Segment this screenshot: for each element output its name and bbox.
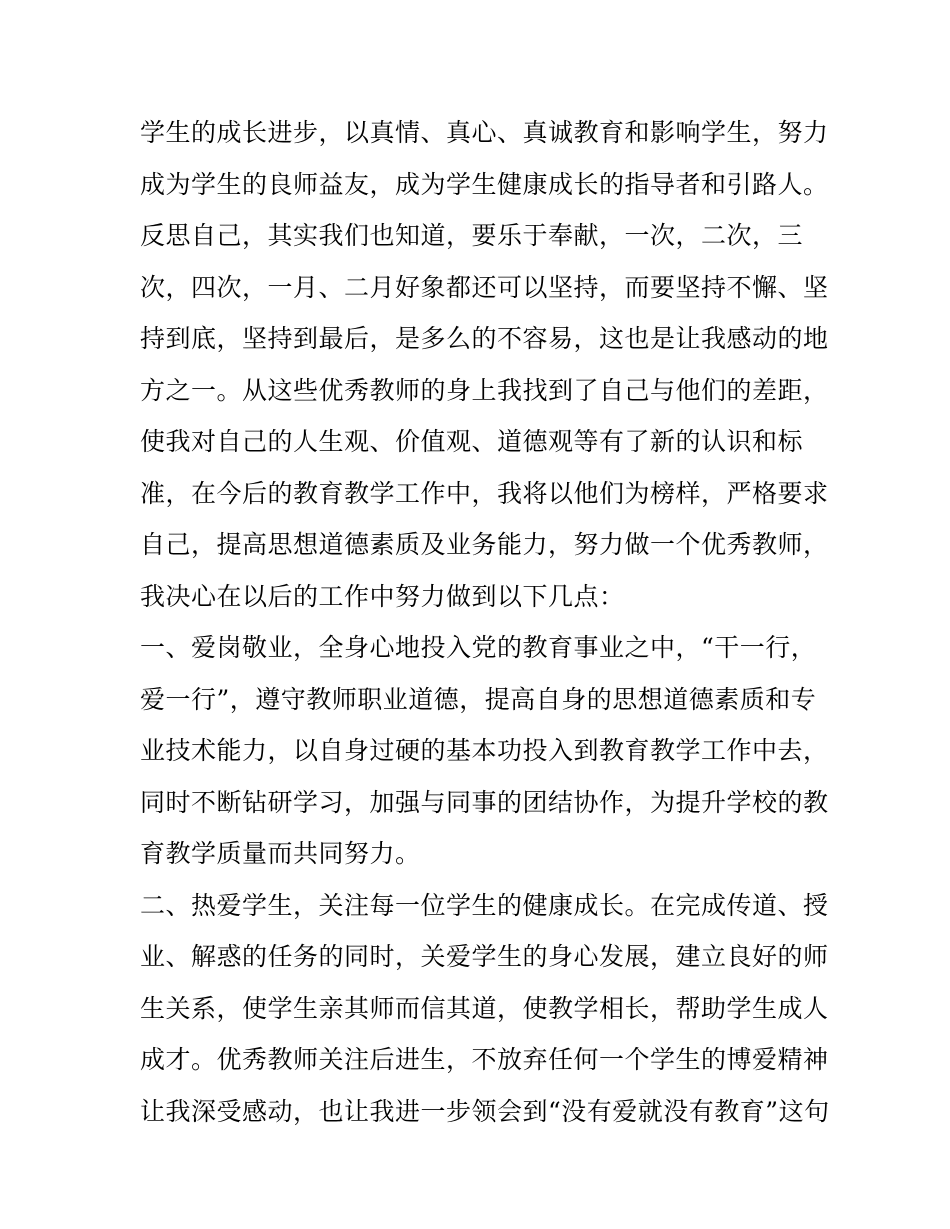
text-line: 学生的成长进步，以真情、真心、真诚教育和影响学生，努力 [140,118,829,147]
text-line: 次，四次，一月、二月好象都还可以坚持，而要坚持不懈、坚 [140,272,829,302]
text-line: 方之一。从这些优秀教师的身上我找到了自己与他们的差距， [140,375,829,405]
text-line: 让我深受感动，也让我进一步领会到“没有爱就没有教育”这句 [140,1096,830,1126]
text-line: 成才。优秀教师关注后进生，不放弃任何一个学生的博爱精神 [140,1045,829,1074]
text-line: 同时不断钻研学习，加强与同事的团结协作，为提升学校的教 [140,787,829,817]
text-line: 业、解惑的任务的同时，关爱学生的身心发展，建立良好的师 [140,942,829,971]
text-line: 持到底，坚持到最后，是多么的不容易，这也是让我感动的地 [140,324,829,353]
text-line: 自己，提高思想道德素质及业务能力，努力做一个优秀教师， [140,530,829,559]
text-line: 育教学质量而共同努力。 [140,839,421,868]
text-line: 成为学生的良师益友，成为学生健康成长的指导者和引路人。 [140,169,829,199]
text-line: 二、热爱学生，关注每一位学生的健康成长。在完成传道、授 [140,890,829,920]
document-body [140,107,830,1137]
text-line: 生关系，使学生亲其师而信其道，使教学相长，帮助学生成人 [140,993,829,1023]
text-line: 爱一行”，遵守教师职业道德，提高自身的思想道德素质和专 [140,684,817,714]
text-line: 我决心在以后的工作中努力做到以下几点： [140,581,625,611]
text-line: 反思自己，其实我们也知道，要乐于奉献，一次，二次，三 [140,221,804,250]
text-line: 使我对自己的人生观、价值观、道德观等有了新的认识和标 [140,427,804,456]
text-line: 一、爱岗敬业，全身心地投入党的教育事业之中，“干一行， [140,633,817,662]
text-line: 准，在今后的教育教学工作中，我将以他们为榜样，严格要求 [140,478,829,508]
text-line: 业技术能力，以自身过硬的基本功投入到教育教学工作中去， [140,736,829,765]
